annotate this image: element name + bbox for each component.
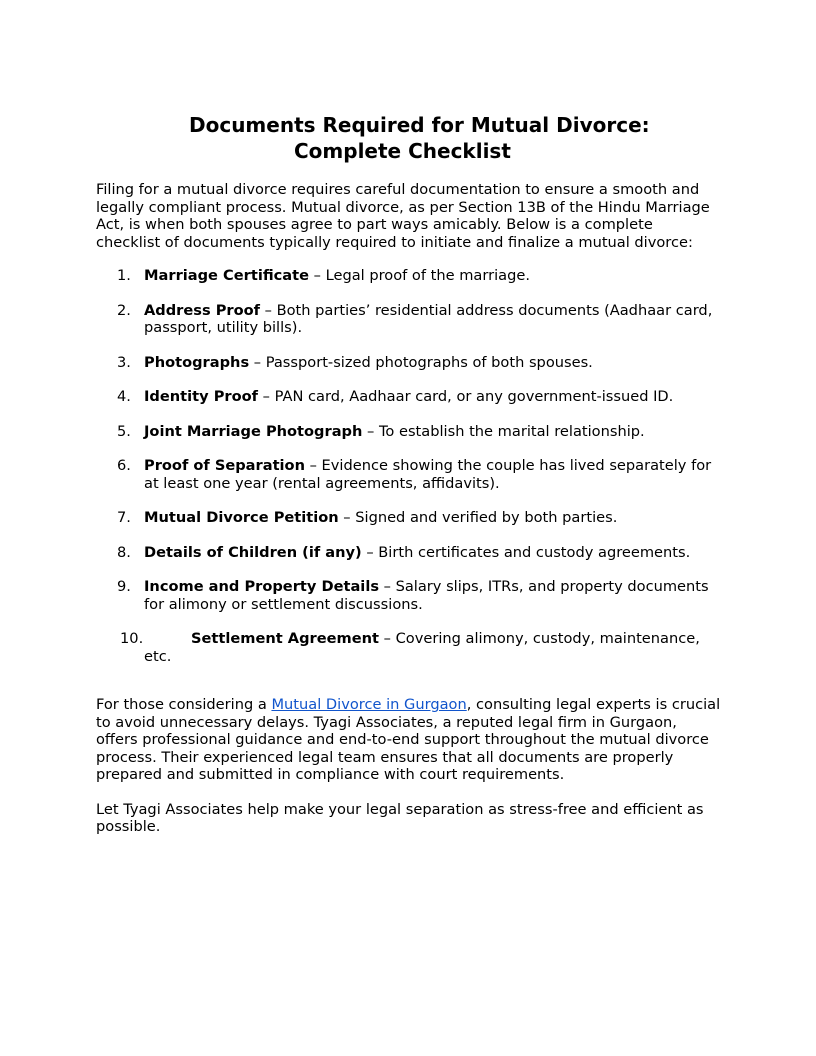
item-term: Mutual Divorce Petition (144, 509, 339, 526)
item-number: 7. (117, 509, 131, 526)
checklist-item (96, 423, 726, 441)
item-description: – To establish the marital relationship. (362, 422, 645, 440)
intro-paragraph: Filing for a mutual divorce requires careful documentation to ensure a smooth and legally compliant process. Mutual divorce, as per Section 13B of the Hindu Marriage Act, is when both spouses agree to part ways amicably. Below is a complete checklist of documents typically required to initiate and finalize a mutual divorce: (96, 181, 710, 251)
item-number: 10. (120, 630, 144, 647)
mutual-divorce-gurgaon-link[interactable]: Mutual Divorce in Gurgaon (271, 696, 467, 713)
item-description: – Covering alimony, custody, maintenance, etc. (144, 630, 700, 665)
title-line-1: Documents Required for Mutual Divorce: (189, 113, 650, 137)
item-term: Identity Proof (144, 388, 259, 405)
item-number: 6. (117, 457, 131, 474)
checklist-item (96, 388, 726, 406)
item-description: – Legal proof of the marriage. (309, 267, 530, 284)
item-description: – Both parties’ residential address documents (Aadhaar card, passport, utility bills). (144, 301, 713, 336)
item-description: – Evidence showing the couple has lived separately for at least one year (rental agreements, affidavits). (144, 457, 712, 492)
title-line-2: Complete Checklist (294, 139, 511, 163)
checklist-item (96, 267, 726, 285)
closing-paragraph: Let Tyagi Associates help make your legal separation as stress-free and efficient as possible. (96, 800, 704, 835)
document-title (96, 112, 726, 164)
item-term: Marriage Certificate (144, 267, 310, 284)
item-term: Income and Property Details (144, 578, 380, 595)
item-term: Joint Marriage Photograph (144, 422, 363, 440)
item-term: Photographs (144, 353, 250, 371)
item-description: – Salary slips, ITRs, and property documents for alimony or settlement discussions. (144, 578, 709, 613)
item-number: 2. (117, 301, 131, 319)
checklist-item (96, 578, 726, 613)
item-description: – Signed and verified by both parties. (338, 509, 618, 526)
checklist-item (96, 544, 726, 562)
checklist-item (96, 457, 726, 492)
item-number: 9. (117, 578, 131, 595)
item-number: 1. (117, 267, 131, 284)
item-description: – PAN card, Aadhaar card, or any government-issued ID. (258, 388, 674, 405)
checklist-item (96, 354, 726, 372)
item-number: 4. (117, 388, 131, 405)
document-checklist (96, 267, 726, 665)
item-description: – Birth certificates and custody agreements. (361, 543, 691, 561)
checklist-item (96, 509, 726, 527)
gurgaon-paragraph (96, 696, 721, 784)
paragraph-text-after-link: , consulting legal experts is crucial to avoid unnecessary delays. Tyagi Associates, a reputed legal firm in Gurgaon, offers professional guidance and end-to-end support throughout the mutual divorce process. Their experienced legal team ensures that all documents are properly prepared and submitted in compliance with court requirements. (96, 696, 721, 783)
item-term: Proof of Separation (144, 457, 305, 474)
item-number: 3. (117, 353, 131, 371)
checklist-item (96, 302, 726, 337)
item-term: Settlement Agreement (191, 630, 380, 647)
checklist-item (96, 630, 726, 665)
item-description: – Passport-sized photographs of both spouses. (249, 353, 593, 371)
item-number: 5. (117, 422, 131, 440)
item-term: Address Proof (144, 301, 261, 319)
document-page (96, 112, 726, 836)
paragraph-text-before-link: For those considering a (96, 696, 272, 713)
item-term: Details of Children (if any) (144, 543, 362, 561)
item-number: 8. (117, 543, 131, 561)
